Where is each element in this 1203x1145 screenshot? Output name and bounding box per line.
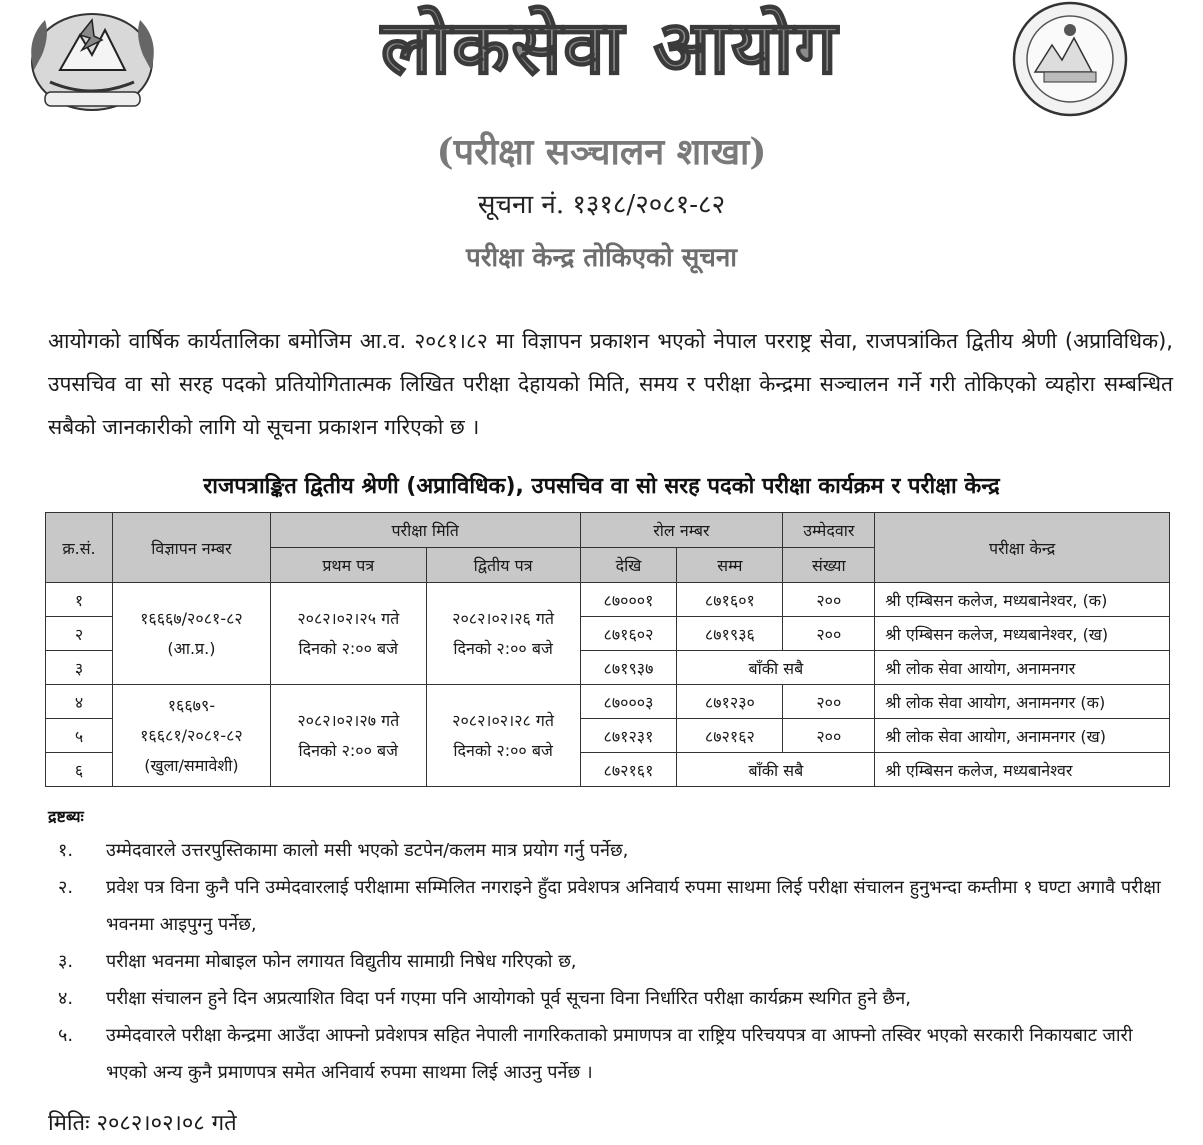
notes-list [48, 832, 1173, 1091]
note-number: १. [58, 840, 74, 861]
notice-date: मितिः २०८२।०२।०८ गते [48, 1111, 237, 1136]
cell-center: श्री एम्बिसन कलेज, मध्यबानेश्वर, (क) [875, 583, 1170, 617]
cell-rest: बाँकी सबै [677, 753, 875, 787]
list-item [48, 1017, 1173, 1091]
cell-center: श्री लोक सेवा आयोग, अनामनगर (क) [875, 685, 1170, 719]
header-sn: क्र.सं. [46, 513, 113, 583]
cell-sn: ६ [46, 753, 113, 787]
cell-from: ८७२१६१ [580, 753, 677, 787]
date-line: २०८२।०२।२५ गते [297, 608, 400, 628]
note-number: ४. [58, 988, 74, 1009]
cell-count: २०० [783, 583, 875, 617]
cell-center: श्री लोक सेवा आयोग, अनामनगर [875, 651, 1170, 685]
date-line: २०८२।०२।२८ गते [452, 710, 555, 730]
cell-to: ८७१२३० [677, 685, 783, 719]
notice-topic: परीक्षा केन्द्र तोकिएको सूचना [465, 243, 738, 273]
commission-seal-icon [1000, 0, 1140, 118]
cell-second-paper [426, 583, 580, 685]
cell-to: ८७२१६२ [677, 719, 783, 753]
time-line: दिनको २:०० बजे [298, 740, 399, 760]
header-exam-date: परीक्षा मिति [270, 513, 580, 548]
notes-heading: द्रष्टब्यः [48, 807, 84, 826]
cell-center: श्री एम्बिसन कलेज, मध्यबानेश्वर [875, 753, 1170, 787]
list-item [48, 869, 1173, 943]
cell-ad-no [112, 583, 270, 685]
list-item [48, 980, 1173, 1017]
cell-count: २०० [783, 719, 875, 753]
header-ad-no: विज्ञापन नम्बर [112, 513, 270, 583]
branch-heading: (परीक्षा सञ्चालन शाखा) [436, 131, 767, 173]
header-to: सम्म [677, 548, 783, 583]
list-item [48, 943, 1173, 980]
note-text: उम्मेदवारले परीक्षा केन्द्रमा आउँदा आफ्नो प्रवेशपत्र सहित नेपाली नागरिकताको प्रमाणपत्र वा राष्ट्रिय परिचयपत्र वा आफ्नो तस्विर भएको सरकारी निकायबाट जारी भएको अन्य कुनै प्रमाणपत्र समेत अनिवार्य रुपमा साथमा लिई आउनु पर्नेछ । [106, 1025, 1133, 1083]
table-title: राजपत्राङ्कित द्वितीय श्रेणी (अप्राविधिक), उपसचिव वा सो सरह पदको परीक्षा कार्यक्रम र परीक्षा केन्द्र [203, 474, 1000, 499]
cell-sn: ५ [46, 719, 113, 753]
ad-no-line: (आ.प्र.) [167, 638, 216, 658]
note-text: परीक्षा भवनमा मोबाइल फोन लगायत विद्युतीय सामाग्री निषेध गरिएको छ, [106, 951, 577, 972]
cell-count: २०० [783, 617, 875, 651]
note-number: ५. [58, 1025, 74, 1046]
government-emblem-icon [20, 0, 165, 118]
cell-count: २०० [783, 685, 875, 719]
date-line: २०८२।०२।२६ गते [452, 608, 555, 628]
header-from: देखि [580, 548, 677, 583]
header-candidates: उम्मेदवार [783, 513, 875, 548]
table-row [46, 685, 1170, 719]
ad-no-line: १६६६७/२०८१-८२ [140, 608, 243, 628]
cell-from: ८७१६०२ [580, 617, 677, 651]
cell-first-paper [270, 685, 426, 787]
cell-sn: ४ [46, 685, 113, 719]
cell-from: ८७०००३ [580, 685, 677, 719]
page-title: लोकसेवा आयोग [381, 5, 839, 91]
exam-schedule-table [45, 512, 1170, 787]
intro-paragraph: आयोगको वार्षिक कार्यतालिका बमोजिम आ.व. २०८१।८२ मा विज्ञापन प्रकाशन भएको नेपाल परराष्ट्र सेवा, राजपत्रांकित द्वितीय श्रेणी (अप्राविधिक), उपसचिव वा सो सरह पदको प्रतियोगितात्मक लिखित परीक्षा देहायको मिति, समय र परीक्षा केन्द्रमा सञ्चालन गर्ने गरी तोकिएको व्यहोरा सम्बन्धित सबैको जानकारीको लागि यो सूचना प्रकाशन गरिएको छ । [48, 329, 1173, 439]
cell-from: ८७१९३७ [580, 651, 677, 685]
header-center: परीक्षा केन्द्र [875, 513, 1170, 583]
header-first-paper: प्रथम पत्र [270, 548, 426, 583]
ad-no-line: १६६८१/२०८१-८२ [140, 725, 243, 745]
cell-center: श्री एम्बिसन कलेज, मध्यबानेश्वर, (ख) [875, 617, 1170, 651]
header-count: संख्या [783, 548, 875, 583]
cell-to: ८७१६०१ [677, 583, 783, 617]
table-row [46, 583, 1170, 617]
list-item [48, 832, 1173, 869]
notice-number: सूचना नं. १३१८/२०८१-८२ [477, 190, 726, 220]
date-line: २०८२।०२।२७ गते [297, 710, 400, 730]
commission-title [300, 0, 920, 110]
cell-sn: २ [46, 617, 113, 651]
note-text: परीक्षा संचालन हुने दिन अप्रत्याशित विदा पर्न गएमा पनि आयोगको पूर्व सूचना विना निर्धारित परीक्षा कार्यक्रम स्थगित हुने छैन, [106, 988, 911, 1009]
cell-to: ८७१९३६ [677, 617, 783, 651]
time-line: दिनको २:०० बजे [453, 638, 553, 658]
cell-rest: बाँकी सबै [677, 651, 875, 685]
note-text: प्रवेश पत्र विना कुनै पनि उम्मेदवारलाई परीक्षामा सम्मिलित नगराइने हुँदा प्रवेशपत्र अनिवार्य रुपमा साथमा लिई परीक्षा संचालन हुनुभन्दा कम्तीमा १ घण्टा अगावै परीक्षा भवनमा आइपुग्नु पर्नेछ, [106, 877, 1161, 935]
note-number: २. [58, 877, 74, 898]
cell-ad-no [112, 685, 270, 787]
cell-center: श्री लोक सेवा आयोग, अनामनगर (ख) [875, 719, 1170, 753]
ad-no-line: (खुला/समावेशी) [144, 755, 239, 775]
time-line: दिनको २:०० बजे [453, 740, 553, 760]
time-line: दिनको २:०० बजे [298, 638, 399, 658]
header-second-paper: द्वितीय पत्र [426, 548, 580, 583]
cell-sn: १ [46, 583, 113, 617]
cell-from: ८७०००१ [580, 583, 677, 617]
note-number: ३. [58, 951, 74, 972]
cell-from: ८७१२३१ [580, 719, 677, 753]
ad-no-line: १६६७९- [167, 695, 216, 715]
header-roll-no: रोल नम्बर [580, 513, 783, 548]
note-text: उम्मेदवारले उत्तरपुस्तिकामा कालो मसी भएको डटपेन/कलम मात्र प्रयोग गर्नु पर्नेछ, [106, 840, 629, 861]
cell-first-paper [270, 583, 426, 685]
cell-second-paper [426, 685, 580, 787]
cell-sn: ३ [46, 651, 113, 685]
